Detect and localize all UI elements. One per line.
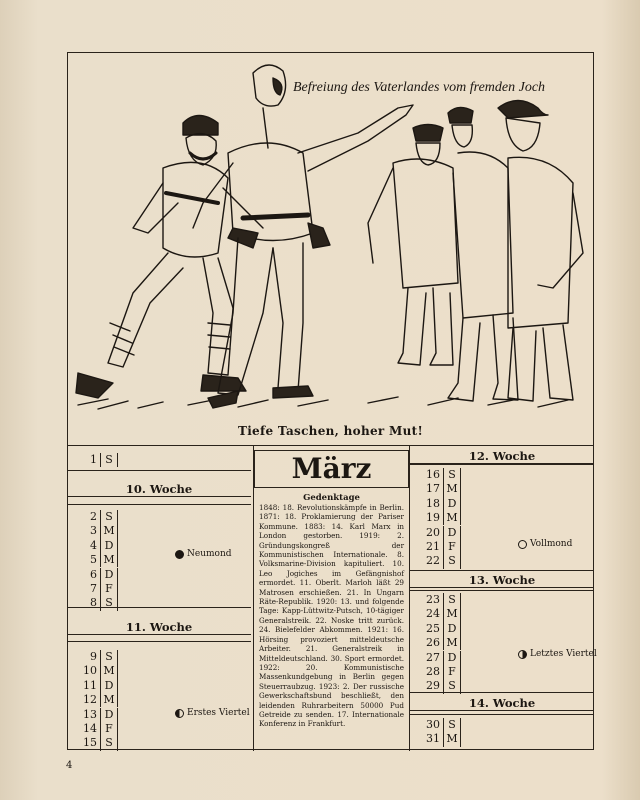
divider bbox=[410, 464, 594, 465]
week-header: 13. Woche bbox=[410, 573, 594, 588]
calendar-right-column bbox=[410, 446, 597, 751]
day-weekday: M bbox=[444, 511, 461, 525]
moon-phase bbox=[175, 708, 250, 718]
day-weekday: M bbox=[444, 732, 461, 746]
day-row bbox=[418, 665, 461, 679]
day-row bbox=[75, 539, 118, 553]
day-row bbox=[418, 511, 461, 525]
moon-phase bbox=[518, 539, 572, 549]
divider bbox=[67, 607, 251, 608]
day-number: 6 bbox=[75, 568, 101, 582]
day-row bbox=[75, 722, 118, 736]
day-weekday: M bbox=[101, 524, 118, 538]
day-weekday: S bbox=[444, 554, 461, 568]
day-number: 23 bbox=[418, 593, 444, 607]
day-number: 14 bbox=[75, 722, 101, 736]
divider bbox=[67, 504, 251, 505]
day-row bbox=[75, 693, 118, 707]
day-number: 18 bbox=[418, 497, 444, 511]
day-row bbox=[75, 596, 118, 610]
day-row bbox=[418, 607, 461, 621]
divider bbox=[67, 641, 251, 642]
day-row bbox=[75, 510, 118, 524]
day-weekday: S bbox=[444, 679, 461, 693]
week-header: 10. Woche bbox=[67, 482, 251, 497]
day-row bbox=[418, 497, 461, 511]
new-moon-icon bbox=[175, 550, 184, 559]
day-weekday: F bbox=[444, 540, 461, 554]
day-row bbox=[75, 568, 118, 582]
week-header: 12. Woche bbox=[410, 449, 594, 464]
day-number: 29 bbox=[418, 679, 444, 693]
week-header: 14. Woche bbox=[410, 696, 594, 711]
moon-phase bbox=[518, 649, 597, 659]
day-weekday: M bbox=[444, 636, 461, 650]
day-weekday: D bbox=[101, 679, 118, 693]
speech-text: Befreiung des Vaterlandes vom fremden Joch bbox=[293, 80, 546, 95]
day-number: 9 bbox=[75, 650, 101, 664]
last-quarter-moon-icon bbox=[518, 650, 527, 659]
day-weekday: F bbox=[101, 582, 118, 596]
day-weekday: D bbox=[444, 622, 461, 636]
day-number: 8 bbox=[75, 596, 101, 610]
calendar-left-column bbox=[67, 446, 251, 751]
day-row bbox=[418, 651, 461, 665]
day-weekday: S bbox=[444, 718, 461, 732]
day-row bbox=[75, 553, 118, 567]
day-row bbox=[418, 468, 461, 482]
day-number: 17 bbox=[418, 482, 444, 496]
day-weekday: D bbox=[101, 708, 118, 722]
day-row bbox=[418, 554, 461, 568]
day-row bbox=[418, 732, 461, 746]
day-weekday: D bbox=[101, 568, 118, 582]
gedenktage-title: Gedenktage bbox=[303, 493, 360, 503]
day-row bbox=[418, 526, 461, 540]
day-row bbox=[418, 636, 461, 650]
day-number: 25 bbox=[418, 622, 444, 636]
day-number: 7 bbox=[75, 582, 101, 596]
day-weekday: S bbox=[101, 453, 118, 467]
cartoon-caption: Tiefe Taschen, hoher Mut! bbox=[237, 424, 424, 438]
day-weekday: M bbox=[101, 664, 118, 678]
day-weekday: D bbox=[444, 526, 461, 540]
moon-phase bbox=[175, 549, 232, 559]
day-weekday: S bbox=[101, 736, 118, 750]
day-number: 11 bbox=[75, 679, 101, 693]
day-weekday: S bbox=[101, 510, 118, 524]
first-quarter-moon-icon bbox=[175, 709, 184, 718]
divider bbox=[410, 570, 594, 571]
day-weekday: S bbox=[101, 596, 118, 610]
divider bbox=[67, 470, 251, 471]
divider bbox=[410, 692, 594, 693]
day-row bbox=[75, 524, 118, 538]
moon-phase-label: Erstes Viertel bbox=[187, 708, 250, 718]
day-row bbox=[75, 679, 118, 693]
day-row bbox=[75, 582, 118, 596]
gedenktage-text: 1848: 18. Revolutionskämpfe in Berlin. 1871: 18. Proklamierung der Pariser Kommune. 1883: 14. Karl Marx in London gestorben. 1919: 2. Gründungskongreß der Kommunistischen Internationale. 8. Volksmarine-Division kapituliert. 10. Leo Jogiches im Gefängnishof ermordet. 11. Oberlt. Marloh läßt 29 Matrosen erschießen. 21. In Ungarn Räte-Republik. 1920: 13. und folgende Tage: Kapp-Lüttwitz-Putsch, 10-tägiger Generalstreik. 22. Noske tritt zurück. 24. Bielefelder Abkommen. 1921: 16. Hörsing provoziert mitteldeutsche Arbeiter. 21. Generalstreik in Mitteldeutschland. 30. Sport ermordet. 1922: 20. Kommunistische Massenkundgebung in Berlin gegen Steuerraubzug. 1923: 2. Der russische Gewerkschaftsbund beschließt, den leidenden Ruhrarbeitern 50000 Pud Getreide zu senden. 17. Internationale Konferenz in Frankfurt. bbox=[259, 503, 404, 729]
day-row bbox=[75, 736, 118, 750]
cartoon-drawing bbox=[68, 53, 593, 445]
day-weekday: S bbox=[444, 593, 461, 607]
week-header: 11. Woche bbox=[67, 620, 251, 635]
day-number: 5 bbox=[75, 553, 101, 567]
day-number: 24 bbox=[418, 607, 444, 621]
day-weekday: F bbox=[444, 665, 461, 679]
day-number: 22 bbox=[418, 554, 444, 568]
day-row bbox=[418, 540, 461, 554]
day-weekday: M bbox=[444, 607, 461, 621]
day-number: 26 bbox=[418, 636, 444, 650]
day-row bbox=[418, 622, 461, 636]
day-number: 27 bbox=[418, 651, 444, 665]
day-row bbox=[75, 708, 118, 722]
moon-phase-label: Neumond bbox=[187, 549, 232, 559]
page-number: 4 bbox=[66, 760, 73, 771]
divider bbox=[410, 590, 594, 591]
day-number: 13 bbox=[75, 708, 101, 722]
day-number: 16 bbox=[418, 468, 444, 482]
day-number: 20 bbox=[418, 526, 444, 540]
moon-phase-label: Letztes Viertel bbox=[530, 649, 597, 659]
cartoon-illustration bbox=[68, 53, 593, 445]
day-number: 31 bbox=[418, 732, 444, 746]
day-row bbox=[418, 593, 461, 607]
day-weekday: D bbox=[101, 539, 118, 553]
day-weekday: M bbox=[444, 482, 461, 496]
day-row bbox=[418, 482, 461, 496]
day-number: 19 bbox=[418, 511, 444, 525]
day-number: 10 bbox=[75, 664, 101, 678]
day-weekday: F bbox=[101, 722, 118, 736]
day-number: 21 bbox=[418, 540, 444, 554]
day-weekday: M bbox=[101, 693, 118, 707]
month-title: März bbox=[254, 450, 409, 488]
calendar-grid bbox=[67, 445, 597, 751]
day-weekday: D bbox=[444, 651, 461, 665]
day-number: 3 bbox=[75, 524, 101, 538]
day-row bbox=[75, 650, 118, 664]
divider bbox=[410, 714, 594, 715]
day-row bbox=[418, 718, 461, 732]
day-row bbox=[75, 453, 118, 467]
day-number: 4 bbox=[75, 539, 101, 553]
full-moon-icon bbox=[518, 540, 527, 549]
day-weekday: S bbox=[444, 468, 461, 482]
calendar-middle-column bbox=[253, 446, 410, 751]
day-number: 1 bbox=[75, 453, 101, 467]
day-number: 28 bbox=[418, 665, 444, 679]
day-number: 12 bbox=[75, 693, 101, 707]
day-number: 30 bbox=[418, 718, 444, 732]
day-row bbox=[75, 664, 118, 678]
day-number: 2 bbox=[75, 510, 101, 524]
day-weekday: D bbox=[444, 497, 461, 511]
day-weekday: M bbox=[101, 553, 118, 567]
moon-phase-label: Vollmond bbox=[530, 539, 573, 549]
day-weekday: S bbox=[101, 650, 118, 664]
day-number: 15 bbox=[75, 736, 101, 750]
